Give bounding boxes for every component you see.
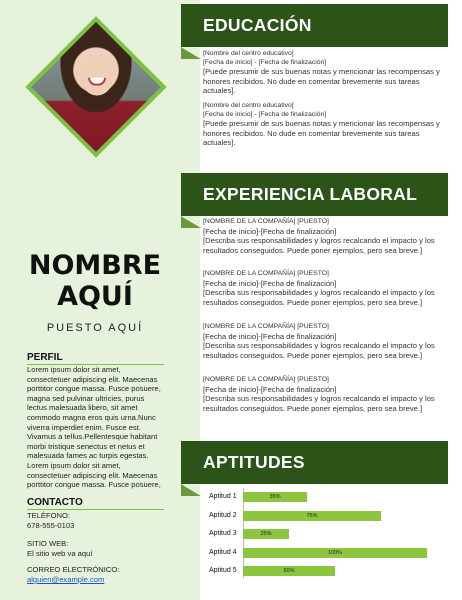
candidate-name-line-1: NOMBRE [28,250,162,281]
education-school: [Nombre del centro educativo] [203,102,294,109]
skill-label: Aptitud 4 [209,548,237,556]
skill-value-label: 100% [327,549,343,556]
email-value[interactable]: alguien@example.com [27,575,105,584]
website-label: SITIO WEB: [27,539,69,548]
experience-header: EXPERIENCIA LABORAL [181,173,448,216]
contact-divider [27,509,164,510]
candidate-name [10,250,180,312]
skill-label: Aptitud 1 [209,493,237,500]
experience-company: [NOMBRE DE LA COMPAÑÍA] [PUESTO] [203,376,329,383]
phone-value: 678-555-0103 [27,521,75,530]
experience-entry [203,218,443,255]
experience-entry [203,376,443,413]
email-link[interactable] [27,575,177,585]
profile-text: Lorem ipsum dolor sit amet, consectetuer adipiscing elit. Maecenas porttitor congue massa. Fusce posuere, magna sed pulvinar ultricies, purus lectus malesuada libero, sit amet commodo magna eros quis urna.Nunc viverra imperdiet enim. Fusce est. Vivamus a tellus.Pellentesque habitant morbi tristique senectus et netus et malesuada fames ac turpis egestas. Lorem ipsum dolor sit amet, consectetuer adipiscing elit. Maecenas porttitor congue massa. Fusce posuere, [27,365,161,490]
skills-header: APTITUDES [181,441,448,484]
job-title: PUESTO AQUÍ [46,322,144,334]
experience-company: [NOMBRE DE LA COMPAÑÍA] [PUESTO] [203,270,329,277]
experience-company: [NOMBRE DE LA COMPAÑÍA] [PUESTO] [203,218,329,225]
phone-label: TELÉFONO: [27,511,71,520]
email-label: CORREO ELECTRÓNICO: [27,565,120,574]
experience-description: [Describa sus responsabilidades y logros recalcando el impacto y los resultados conseguidos. Puede poner ejemplos, pero sea breve.] [203,341,435,360]
experience-company: [NOMBRE DE LA COMPAÑÍA] [PUESTO] [203,323,329,330]
skill-value-label: 35% [269,494,281,500]
experience-dates: [Fecha de inicio]-[Fecha de finalización] [203,226,337,236]
website-value: El sitio web va aquí [27,549,93,558]
skill-value-label: 75% [306,512,318,519]
education-header: EDUCACIÓN [181,4,448,47]
education-dates: [Fecha de inicio] - [Fecha de finalización] [203,58,327,66]
experience-dates: [Fecha de inicio]-[Fecha de finalización] [203,331,337,341]
education-description: [Puede presumir de sus buenas notas y mencionar las recompensas y honores recibidos. No dude en comentar brevemente sus tareas actuales]. [203,67,440,96]
experience-description: [Describa sus responsabilidades y logros recalcando el impacto y los resultados conseguidos. Puede poner ejemplos, pero sea breve.] [203,288,435,307]
contact-heading: CONTACTO [27,497,83,508]
skill-value-label: 50% [283,568,295,574]
skill-label: Aptitud 5 [209,567,237,574]
skills-header-notch [181,484,201,496]
experience-header-notch [181,216,201,228]
experience-dates: [Fecha de inicio]-[Fecha de finalización] [203,278,337,288]
experience-dates: [Fecha de inicio]-[Fecha de finalización] [203,384,337,394]
skill-value-label: 25% [260,531,272,537]
experience-entry [203,323,443,360]
profile-heading: PERFIL [27,352,63,363]
photo-face [80,54,114,96]
education-header-notch [181,47,201,59]
experience-description: [Describa sus responsabilidades y logros recalcando el impacto y los resultados conseguidos. Puede poner ejemplos, pero sea breve.] [203,394,435,413]
education-school: [Nombre del centro educativo] [203,50,294,57]
education-description: [Puede presumir de sus buenas notas y mencionar las recompensas y honores recibidos. No dude en comentar brevemente sus tareas actuales]. [203,119,440,148]
experience-description: [Describa sus responsabilidades y logros recalcando el impacto y los resultados conseguidos. Puede poner ejemplos, pero sea breve.] [203,236,435,255]
experience-entry [203,270,443,307]
skill-label: Aptitud 2 [209,511,237,519]
education-entry [203,50,443,96]
education-entry [203,102,443,148]
skill-label: Aptitud 3 [209,530,237,537]
education-dates: [Fecha de inicio] - [Fecha de finalización] [203,110,327,118]
candidate-name-line-2: AQUÍ [57,281,133,312]
